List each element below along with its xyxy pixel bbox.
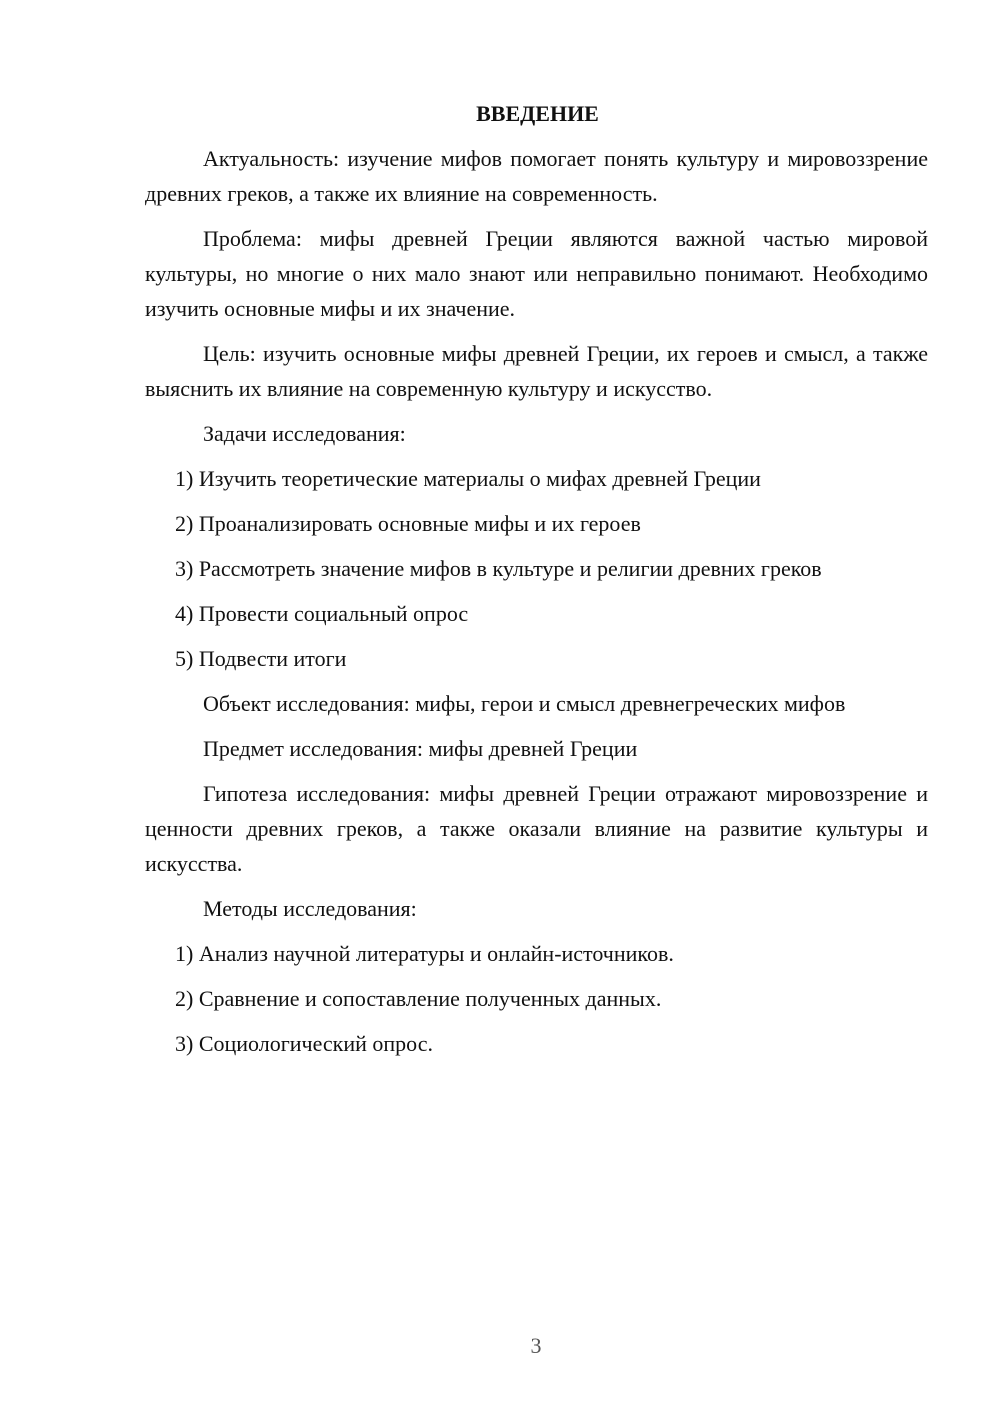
tasks-heading: Задачи исследования: <box>203 421 406 446</box>
document-body <box>145 96 928 1071</box>
methods-heading: Методы исследования: <box>203 896 417 921</box>
page-title: ВВЕДЕНИЕ <box>476 101 599 126</box>
list-item: 3) Рассмотреть значение мифов в культуре и религии древних греков <box>175 556 822 581</box>
list-item: 4) Провести социальный опрос <box>175 601 469 626</box>
list-item: 2) Проанализировать основные мифы и их героев <box>175 511 641 536</box>
list-item: 1) Изучить теоретические материалы о мифах древней Греции <box>175 466 761 491</box>
list-item: 5) Подвести итоги <box>175 646 347 671</box>
page-number: 3 <box>530 1333 542 1358</box>
relevance-paragraph: Актуальность: изучение мифов помогает понять культуру и мировоззрение древних греков, а также их влияние на современность. <box>145 146 928 206</box>
hypothesis-paragraph: Гипотеза исследования: мифы древней Греции отражают мировоззрение и ценности древних греков, а также оказали влияние на развитие культуры и искусства. <box>145 781 928 876</box>
goal-paragraph: Цель: изучить основные мифы древней Греции, их героев и смысл, а также выяснить их влияние на современную культуру и искусство. <box>145 341 928 401</box>
tasks-list <box>145 461 928 676</box>
list-item: 2) Сравнение и сопоставление полученных данных. <box>175 986 662 1011</box>
methods-list <box>145 936 928 1061</box>
list-item: 3) Социологический опрос. <box>175 1031 433 1056</box>
object-line: Объект исследования: мифы, герои и смысл древнегреческих мифов <box>203 691 846 716</box>
list-item: 1) Анализ научной литературы и онлайн-источников. <box>175 941 674 966</box>
problem-paragraph: Проблема: мифы древней Греции являются важной частью мировой культуры, но многие о них мало знают или неправильно понимают. Необходимо изучить основные мифы и их значение. <box>145 226 928 321</box>
subject-line: Предмет исследования: мифы древней Греции <box>203 736 638 761</box>
